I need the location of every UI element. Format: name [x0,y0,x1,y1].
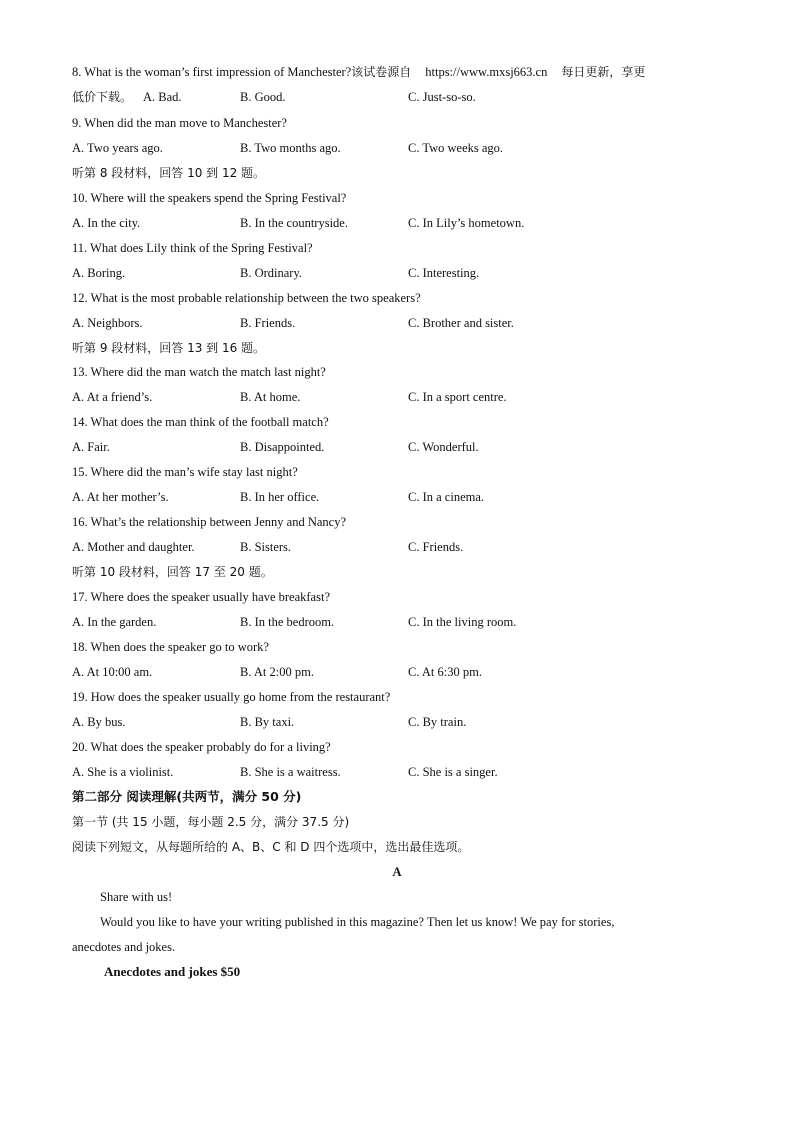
passage-subheading: Anecdotes and jokes $50 [104,964,241,979]
q14-option-c: C. Wonderful. [408,440,479,454]
q10-option-c: C. In Lily’s hometown. [408,216,525,230]
q11-option-a: A. Boring. [72,266,126,280]
q16-option-c: C. Friends. [408,540,464,554]
q8-option-b: B. Good. [240,90,286,104]
q16-option-a: A. Mother and daughter. [72,540,195,554]
q20-option-b: B. She is a waitress. [240,765,341,779]
passage-paragraph-1: Share with us! [100,890,173,904]
passage-paragraph-2: Would you like to have your writing published in this magazine? Then let us know! We pay for stories, [100,915,615,929]
question-15: 15. Where did the man’s wife stay last night? [72,465,298,479]
q11-option-c: C. Interesting. [408,266,480,280]
passage-paragraph-2-continued: anecdotes and jokes. [72,940,176,954]
q13-option-a: A. At a friend’s. [72,390,153,404]
q15-option-b: B. In her office. [240,490,320,504]
q18-option-c: C. At 6:30 pm. [408,665,482,679]
question-8-text: 8. What is the woman’s first impression of Manchester? [72,65,352,79]
q17-option-a: A. In the garden. [72,615,157,629]
q12-option-a: A. Neighbors. [72,316,143,330]
q12-option-c: C. Brother and sister. [408,316,514,330]
q16-option-b: B. Sisters. [240,540,292,554]
passage-label: A [392,865,402,879]
watermark-text: 该试卷源自 [351,65,412,79]
q12-option-b: B. Friends. [240,316,296,330]
q9-option-a: A. Two years ago. [72,141,163,155]
q14-option-b: B. Disappointed. [240,440,325,454]
q19-option-c: C. By train. [408,715,467,729]
question-8 [72,63,645,81]
q15-option-c: C. In a cinema. [408,490,485,504]
q20-option-c: C. She is a singer. [408,765,498,779]
part-two-heading: 第二部分 阅读理解(共两节，满分 50 分) [72,789,302,804]
watermark-suffix: 每日更新，享更 [561,65,646,79]
q15-option-a: A. At her mother’s. [72,490,169,504]
instruction-segment-8: 听第 8 段材料，回答 10 到 12 题。 [72,166,266,180]
q17-option-b: B. In the bedroom. [240,615,335,629]
question-13: 13. Where did the man watch the match last night? [72,365,326,379]
question-17: 17. Where does the speaker usually have breakfast? [72,590,330,604]
q20-option-a: A. She is a violinist. [72,765,174,779]
watermark-continued: 低价下载。 [72,90,133,104]
q13-option-c: C. In a sport centre. [408,390,507,404]
question-16: 16. What’s the relationship between Jenny and Nancy? [72,515,346,529]
question-14: 14. What does the man think of the football match? [72,415,329,429]
q8-option-a: A. Bad. [143,90,182,104]
q18-option-b: B. At 2:00 pm. [240,665,314,679]
section-one-heading: 第一节 (共 15 小题，每小题 2.5 分，满分 37.5 分) [72,815,350,829]
q11-option-b: B. Ordinary. [240,266,303,280]
q17-option-c: C. In the living room. [408,615,517,629]
q9-option-b: B. Two months ago. [240,141,341,155]
question-20: 20. What does the speaker probably do for a living? [72,740,331,754]
question-11: 11. What does Lily think of the Spring Festival? [72,241,313,255]
question-9: 9. When did the man move to Manchester? [72,116,287,130]
question-19: 19. How does the speaker usually go home from the restaurant? [72,690,391,704]
question-8-continued [72,88,132,106]
q9-option-c: C. Two weeks ago. [408,141,504,155]
q14-option-a: A. Fair. [72,440,110,454]
q19-option-b: B. By taxi. [240,715,295,729]
q8-option-c: C. Just-so-so. [408,90,476,104]
question-12: 12. What is the most probable relationship between the two speakers? [72,291,421,305]
q10-option-b: B. In the countryside. [240,216,348,230]
q13-option-b: B. At home. [240,390,301,404]
instruction-segment-9: 听第 9 段材料，回答 13 到 16 题。 [72,341,266,355]
question-10: 10. Where will the speakers spend the Spring Festival? [72,191,347,205]
q18-option-a: A. At 10:00 am. [72,665,153,679]
q10-option-a: A. In the city. [72,216,141,230]
reading-instruction: 阅读下列短文，从每题所给的 A、B、C 和 D 四个选项中，选出最佳选项。 [72,840,470,854]
instruction-segment-10: 听第 10 段材料，回答 17 至 20 题。 [72,565,273,579]
q19-option-a: A. By bus. [72,715,126,729]
question-18: 18. When does the speaker go to work? [72,640,269,654]
watermark-url: https://www.mxsj663.cn [425,65,548,79]
